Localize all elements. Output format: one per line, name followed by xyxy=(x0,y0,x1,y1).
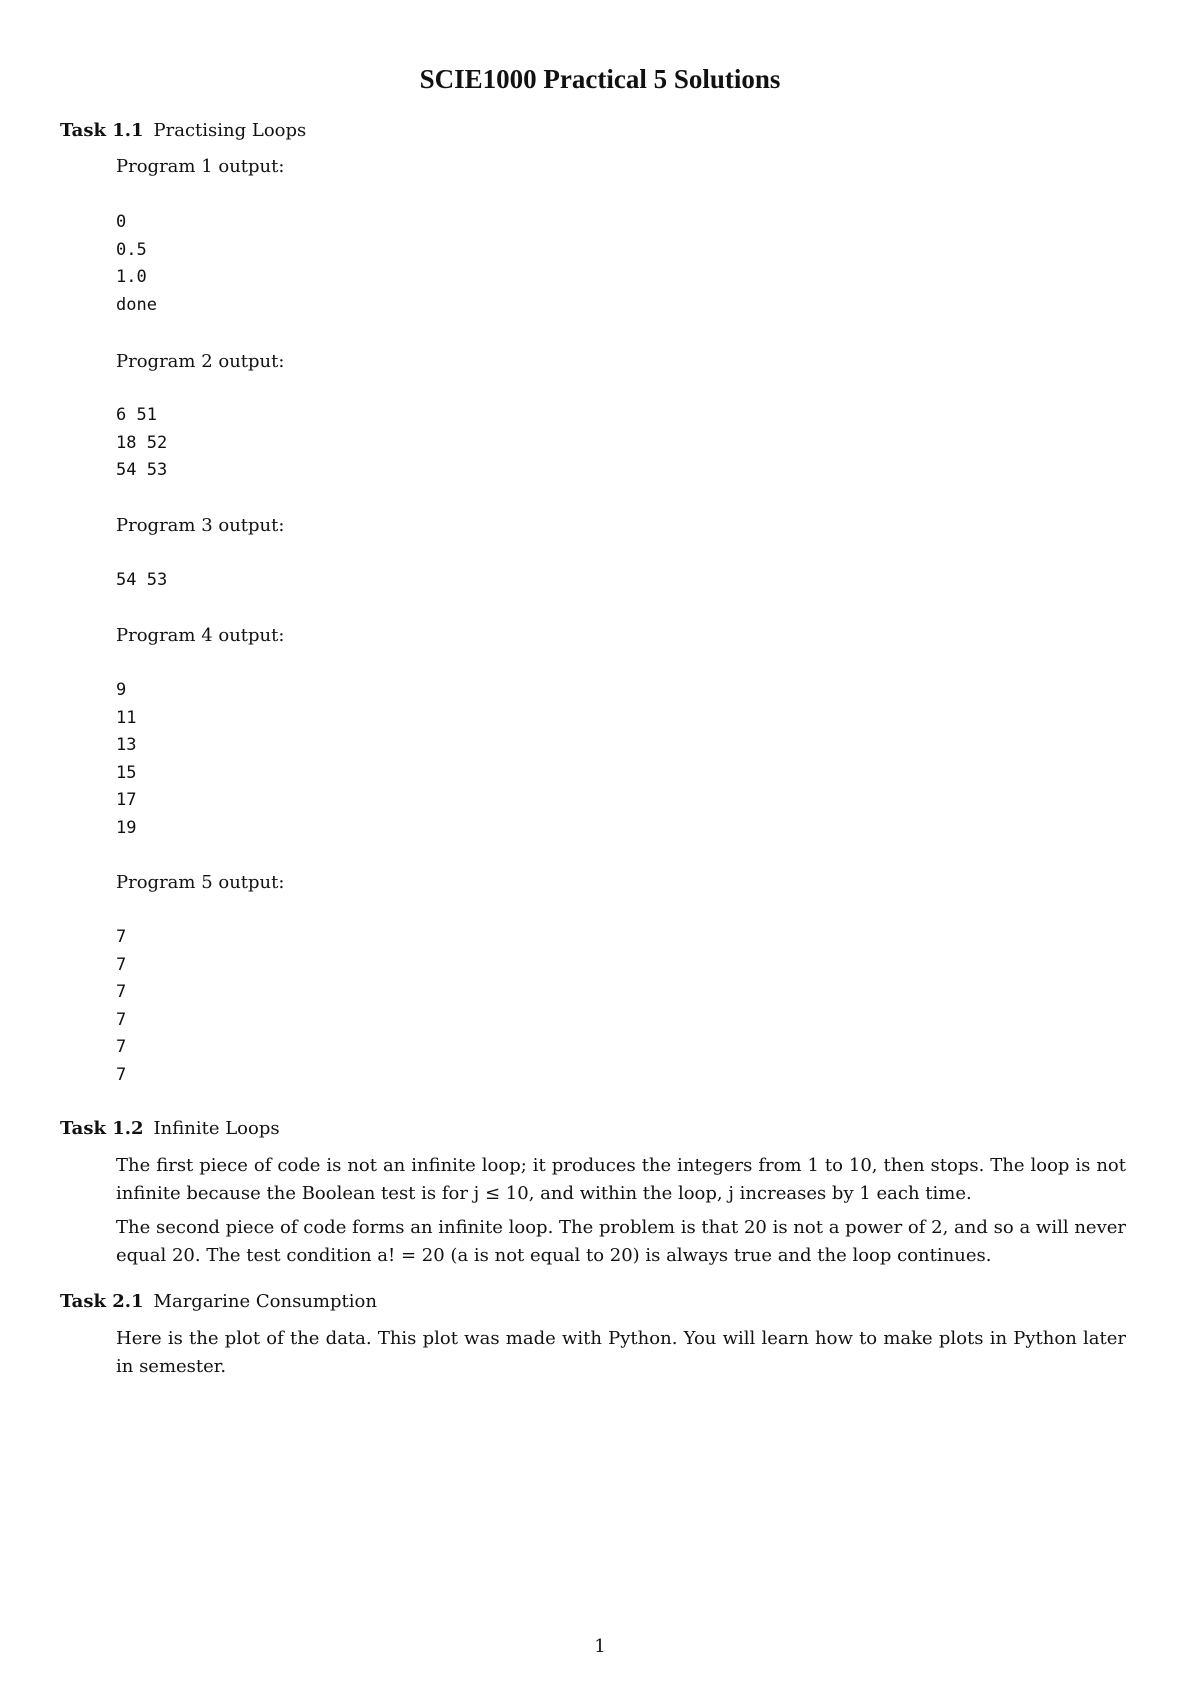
output-line: 0.5 xyxy=(116,239,147,260)
output-line: 13 xyxy=(116,735,137,755)
task-1-2-paragraph-2: The second piece of code forms an infinite loop. The problem is that 20 is not a power of 2, and so a will never equal 20. The test condition a! = 20 (a is not equal to 20) is always true and the loop continues. xyxy=(116,1217,1126,1266)
program-3-label: Program 3 output: xyxy=(116,515,285,536)
output-line: 54 53 xyxy=(116,460,168,480)
output-line: 9 xyxy=(116,680,127,700)
task-1-2-paragraph-1: The first piece of code is not an infinite loop; it produces the integers from 1 to 10, then stops. The loop is not infinite because the Boolean test is for j ≤ 10, and within the loop, j increases by 1 each time. xyxy=(116,1155,1126,1204)
task-2-1-title: Margarine Consumption xyxy=(153,1291,377,1312)
program-1-label: Program 1 output: xyxy=(116,156,285,177)
output-line: 7 xyxy=(116,954,127,975)
program-2-label: Program 2 output: xyxy=(116,351,285,372)
task-1-1-heading xyxy=(60,120,306,141)
output-line: 7 xyxy=(116,1064,127,1085)
output-line: 18 52 xyxy=(116,432,168,453)
task-1-2-number: Task 1.2 xyxy=(60,1118,144,1139)
output-line: 7 xyxy=(116,1037,127,1057)
output-line: 7 xyxy=(116,1009,127,1030)
task-2-1-number: Task 2.1 xyxy=(60,1291,144,1312)
page-number: 1 xyxy=(594,1636,606,1657)
task-1-2-heading xyxy=(60,1118,280,1139)
task-1-1-title: Practising Loops xyxy=(153,120,307,141)
program-5-label: Program 5 output: xyxy=(116,872,285,893)
output-line: 15 xyxy=(116,762,137,783)
output-line: 7 xyxy=(116,927,127,947)
output-line: 0 xyxy=(116,212,127,232)
task-1-2-title: Infinite Loops xyxy=(153,1118,280,1139)
output-line: 54 53 xyxy=(116,570,168,590)
task-2-1-paragraph: Here is the plot of the data. This plot was made with Python. You will learn how to make plots in Python later in semester. xyxy=(116,1328,1126,1377)
task-1-1-number: Task 1.1 xyxy=(60,120,144,141)
program-4-label: Program 4 output: xyxy=(116,625,285,646)
task-2-1-heading xyxy=(60,1291,377,1312)
output-line: done xyxy=(116,294,157,315)
output-line: 1.0 xyxy=(116,267,147,287)
program-5-output xyxy=(116,924,126,1089)
output-line: 11 xyxy=(116,707,137,728)
program-3-output xyxy=(116,567,167,595)
page-title: SCIE1000 Practical 5 Solutions xyxy=(419,64,781,94)
program-1-output xyxy=(116,209,157,319)
output-line: 6 51 xyxy=(116,405,157,425)
output-line: 17 xyxy=(116,790,137,810)
output-line: 7 xyxy=(116,982,127,1002)
program-2-output xyxy=(116,402,167,485)
program-4-output xyxy=(116,677,136,842)
output-line: 19 xyxy=(116,817,137,838)
